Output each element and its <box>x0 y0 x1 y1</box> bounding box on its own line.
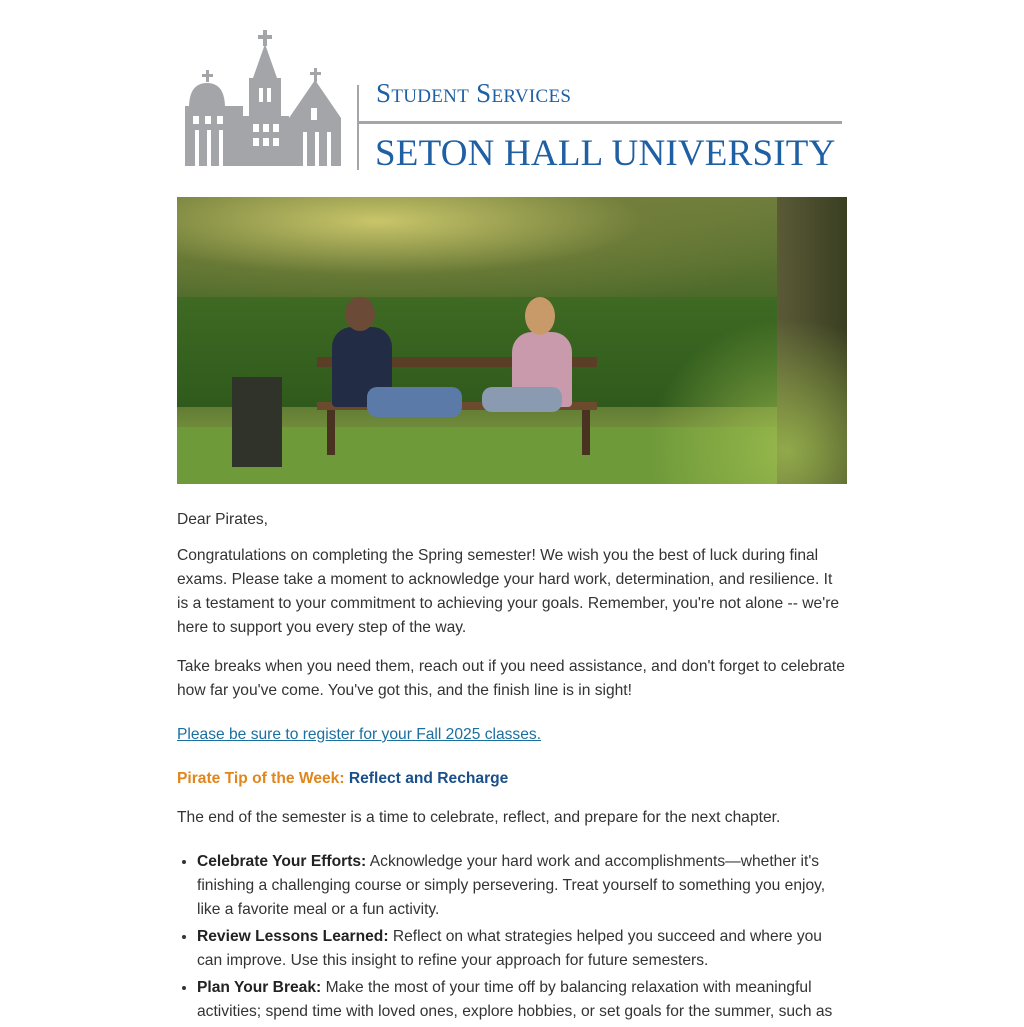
encouragement-paragraph: Take breaks when you need them, reach out if you need assistance, and don't forget to celebrate how far you've come. You've got this, and the finish line is in sight! <box>177 658 845 699</box>
university-buildings-icon <box>181 28 351 173</box>
logo-university-name: SETON HALL UNIVERSITY <box>375 133 836 174</box>
tips-list <box>177 850 847 1024</box>
tip-item-title: Plan Your Break: <box>197 979 322 996</box>
logo-divider-vertical <box>357 85 359 170</box>
logo-divider-horizontal <box>359 121 842 124</box>
tip-label: Pirate Tip of the Week: <box>177 770 345 787</box>
seton-hall-student-services-logo <box>177 28 847 173</box>
list-item <box>197 850 847 922</box>
tip-title: Reflect and Recharge <box>348 770 509 787</box>
list-item <box>197 976 847 1024</box>
intro-paragraph: Congratulations on completing the Spring semester! We wish you the best of luck during final exams. Please take a moment to acknowledge your hard work, determination, and resilience. It is a testament to your commitment to achieving your goals. Remember, you're not alone -- we're here to support you every step of the way. <box>177 547 840 636</box>
tip-intro: The end of the semester is a time to celebrate, reflect, and prepare for the next chapter. <box>177 809 781 826</box>
greeting: Dear Pirates, <box>177 511 268 528</box>
list-item <box>197 925 847 973</box>
tip-item-title: Review Lessons Learned: <box>197 928 389 945</box>
tip-item-text: Reflect on what strategies helped you succeed and where you can improve. Use this insight to refine your approach for future semesters. <box>197 928 822 969</box>
tip-item-text: Acknowledge your hard work and accomplishments—whether it's finishing a challenging course or simply persevering. Treat yourself to something you enjoy, like a favorite meal or a fun activity. <box>197 853 826 918</box>
pirate-tip-heading <box>177 767 847 791</box>
register-fall-classes-link[interactable]: Please be sure to register for your Fall 2025 classes. <box>177 726 542 743</box>
tip-item-text: Make the most of your time off by balancing relaxation with meaningful activities; spend time with loved ones, explore hobbies, or set goals for the summer, such as <box>197 979 833 1020</box>
logo-student-services: Student Services <box>376 78 572 108</box>
students-on-bench-photo <box>177 197 847 484</box>
tip-item-title: Celebrate Your Efforts: <box>197 853 367 870</box>
